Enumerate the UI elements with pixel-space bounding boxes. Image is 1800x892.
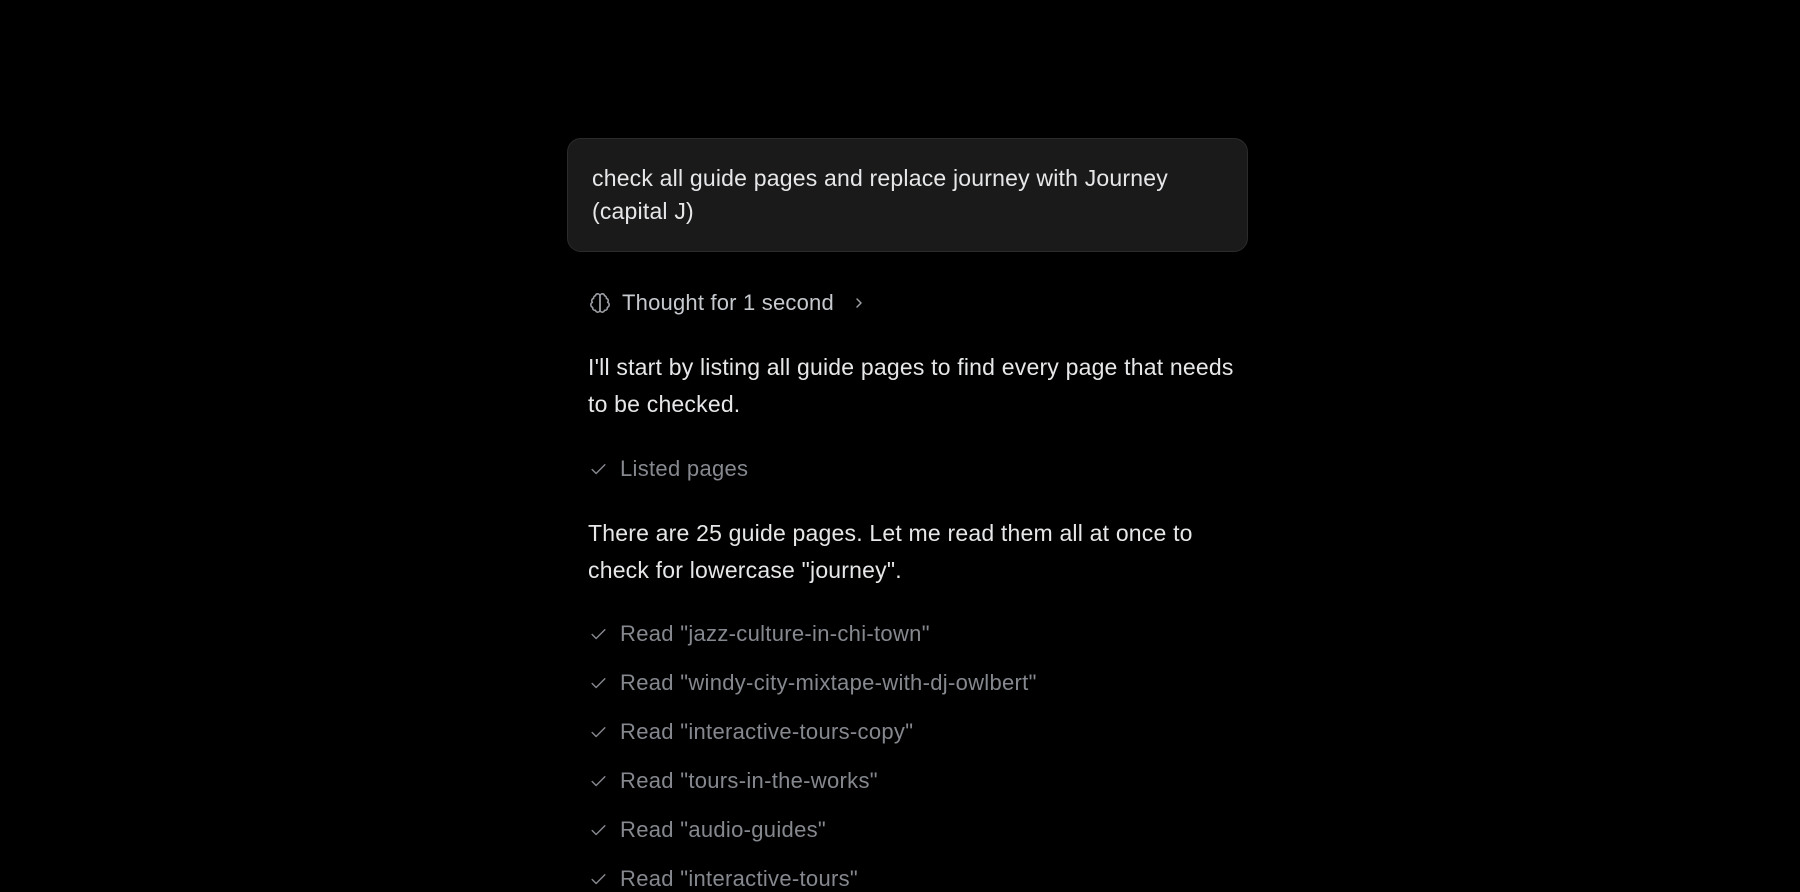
tool-step-listed-pages[interactable]: [589, 456, 1248, 482]
read-steps-list: [567, 621, 1248, 892]
user-message-bubble: [567, 138, 1248, 252]
thinking-toggle-label: Thought for 1 second: [622, 290, 834, 315]
tool-step-label: Read "tours-in-the-works": [620, 768, 878, 793]
chat-thread: [567, 138, 1248, 892]
assistant-paragraph: There are 25 guide pages. Let me read them all at once to check for lowercase "journey".: [588, 520, 1193, 583]
brain-icon: [589, 292, 611, 314]
tool-step-label: Read "audio-guides": [620, 817, 827, 842]
tool-step-label: Listed pages: [620, 456, 749, 481]
tool-step-read[interactable]: [589, 768, 1248, 794]
chevron-right-icon: [851, 295, 867, 311]
tool-step-read[interactable]: [589, 670, 1248, 696]
tool-step-read[interactable]: [589, 866, 1248, 892]
check-icon: [589, 772, 608, 791]
check-icon: [589, 870, 608, 889]
tool-step-read[interactable]: [589, 817, 1248, 843]
tool-step-label: Read "jazz-culture-in-chi-town": [620, 621, 930, 646]
assistant-paragraph: I'll start by listing all guide pages to find every page that needs to be checked.: [588, 354, 1234, 417]
check-icon: [589, 674, 608, 693]
tool-step-label: Read "interactive-tours-copy": [620, 719, 914, 744]
check-icon: [589, 625, 608, 644]
user-message-text: check all guide pages and replace journey with Journey (capital J): [592, 165, 1168, 224]
tool-step-read[interactable]: [589, 719, 1248, 745]
tool-step-read[interactable]: [589, 621, 1248, 647]
check-icon: [589, 460, 608, 479]
thinking-toggle[interactable]: [589, 290, 1248, 316]
tool-step-label: Read "windy-city-mixtape-with-dj-owlbert": [620, 670, 1037, 695]
tool-step-label: Read "interactive-tours": [620, 866, 859, 891]
check-icon: [589, 723, 608, 742]
check-icon: [589, 821, 608, 840]
